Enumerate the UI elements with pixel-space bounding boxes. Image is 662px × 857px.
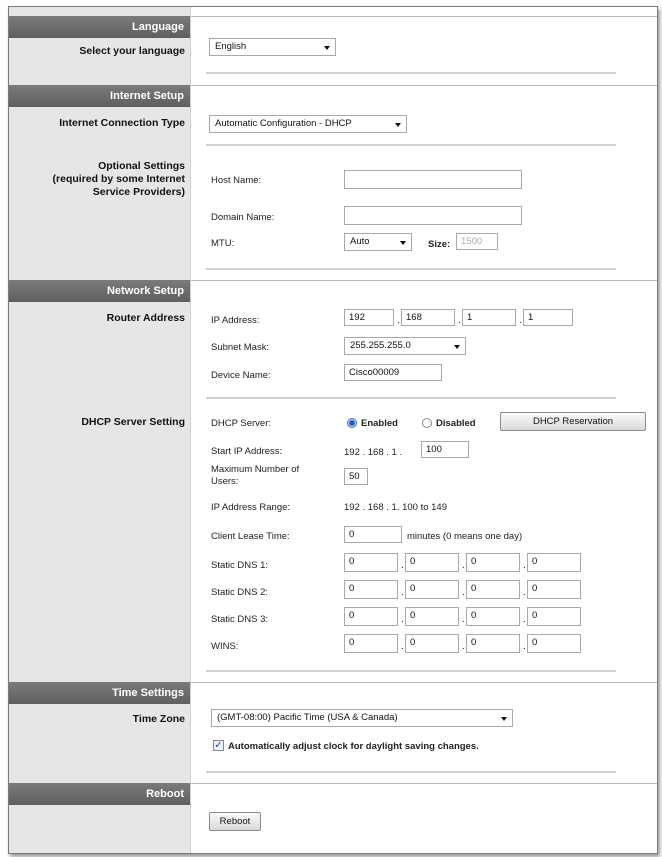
dst-label: Automatically adjust clock for daylight saving changes. xyxy=(228,741,479,752)
divider xyxy=(206,144,616,146)
dns2-octet-1[interactable]: 0 xyxy=(344,580,398,599)
time-zone-select[interactable] xyxy=(211,709,513,727)
host-name-input[interactable] xyxy=(344,170,522,189)
section-header-language: Language xyxy=(9,16,190,38)
section-line xyxy=(191,85,657,86)
dns2-octet-2[interactable]: 0 xyxy=(405,580,459,599)
wins-octet-2[interactable]: 0 xyxy=(405,634,459,653)
ip-range-value: 192 . 168 . 1. 100 to 149 xyxy=(344,502,448,513)
language-select[interactable] xyxy=(209,38,336,56)
divider xyxy=(206,268,616,270)
section-header-network-setup: Network Setup xyxy=(9,280,190,302)
size-label: Size: xyxy=(428,239,451,250)
label-optional-settings-3: Service Providers) xyxy=(92,186,185,198)
wins-octet-3[interactable]: 0 xyxy=(466,634,520,653)
domain-name-label: Domain Name: xyxy=(211,212,275,223)
divider xyxy=(206,72,616,74)
chevron-down-icon xyxy=(501,717,507,721)
lease-time-suffix: minutes (0 means one day) xyxy=(407,531,523,542)
ip-address-label: IP Address: xyxy=(211,315,260,326)
dns3-octet-1[interactable]: 0 xyxy=(344,607,398,626)
dhcp-enabled-radio[interactable] xyxy=(347,418,357,428)
label-dhcp-server-setting: DHCP Server Setting xyxy=(81,416,185,428)
label-optional-settings-2: (required by some Internet xyxy=(52,173,185,185)
wins-label: WINS: xyxy=(211,641,239,652)
dot-separator: . xyxy=(401,560,404,571)
connection-type-value: Automatic Configuration - DHCP xyxy=(215,118,352,129)
dot-separator: . xyxy=(519,315,522,326)
static-dns-3-label: Static DNS 3: xyxy=(211,614,269,625)
dns1-octet-3[interactable]: 0 xyxy=(466,553,520,572)
dhcp-server-label: DHCP Server: xyxy=(211,418,272,429)
subnet-mask-value: 255.255.255.0 xyxy=(350,340,411,351)
dot-separator: . xyxy=(523,587,526,598)
dhcp-disabled-label: Disabled xyxy=(436,418,476,429)
dns3-octet-4[interactable]: 0 xyxy=(527,607,581,626)
device-name-label: Device Name: xyxy=(211,370,271,381)
lease-time-label: Client Lease Time: xyxy=(211,531,290,542)
dns2-octet-4[interactable]: 0 xyxy=(527,580,581,599)
chevron-down-icon xyxy=(395,123,401,127)
dot-separator: . xyxy=(462,560,465,571)
section-header-internet-setup: Internet Setup xyxy=(9,85,190,107)
dot-separator: . xyxy=(523,560,526,571)
ip-octet-3[interactable]: 1 xyxy=(462,309,516,326)
language-value: English xyxy=(215,41,247,52)
dot-separator: . xyxy=(397,315,400,326)
dns3-octet-3[interactable]: 0 xyxy=(466,607,520,626)
dns3-octet-2[interactable]: 0 xyxy=(405,607,459,626)
start-ip-input[interactable]: 100 xyxy=(421,441,469,458)
static-dns-1-label: Static DNS 1: xyxy=(211,560,269,571)
ip-range-label: IP Address Range: xyxy=(211,502,291,513)
start-ip-label: Start IP Address: xyxy=(211,446,283,457)
dhcp-reservation-button[interactable]: DHCP Reservation xyxy=(500,412,646,431)
time-zone-value: (GMT-08:00) Pacific Time (USA & Canada) xyxy=(217,712,398,723)
label-optional-settings: Optional Settings xyxy=(98,160,185,172)
device-name-input[interactable]: Cisco00009 xyxy=(344,364,442,381)
chevron-down-icon xyxy=(400,241,406,245)
section-line xyxy=(191,783,657,784)
section-header-time-settings: Time Settings xyxy=(9,682,190,704)
dns1-octet-1[interactable]: 0 xyxy=(344,553,398,572)
dhcp-disabled-radio[interactable] xyxy=(422,418,432,428)
divider xyxy=(206,670,616,672)
dns1-octet-4[interactable]: 0 xyxy=(527,553,581,572)
ip-octet-2[interactable]: 168 xyxy=(401,309,455,326)
max-users-input[interactable]: 50 xyxy=(344,468,368,485)
static-dns-2-label: Static DNS 2: xyxy=(211,587,269,598)
dot-separator: . xyxy=(401,641,404,652)
dot-separator: . xyxy=(401,614,404,625)
ip-octet-4[interactable]: 1 xyxy=(523,309,573,326)
lease-time-input[interactable]: 0 xyxy=(344,526,402,543)
dot-separator: . xyxy=(462,587,465,598)
ip-octet-1[interactable]: 192 xyxy=(344,309,394,326)
subnet-mask-select[interactable] xyxy=(344,337,466,355)
section-line xyxy=(191,280,657,281)
dns2-octet-3[interactable]: 0 xyxy=(466,580,520,599)
dot-separator: . xyxy=(523,641,526,652)
section-header-reboot: Reboot xyxy=(9,783,190,805)
dot-separator: . xyxy=(401,587,404,598)
domain-name-input[interactable] xyxy=(344,206,522,225)
subnet-mask-label: Subnet Mask: xyxy=(211,342,270,353)
chevron-down-icon xyxy=(324,46,330,50)
dot-separator: . xyxy=(462,641,465,652)
dns1-octet-2[interactable]: 0 xyxy=(405,553,459,572)
dhcp-enabled-label: Enabled xyxy=(361,418,398,429)
wins-octet-4[interactable]: 0 xyxy=(527,634,581,653)
divider xyxy=(206,397,616,399)
label-connection-type: Internet Connection Type xyxy=(59,117,185,129)
mtu-value: Auto xyxy=(350,236,370,247)
wins-octet-1[interactable]: 0 xyxy=(344,634,398,653)
chevron-down-icon xyxy=(454,345,460,349)
max-users-label-2: Users: xyxy=(211,476,239,487)
divider xyxy=(206,771,616,773)
settings-frame xyxy=(8,6,658,854)
mtu-label: MTU: xyxy=(211,238,235,249)
label-column xyxy=(9,7,191,853)
dot-separator: . xyxy=(523,614,526,625)
checkmark-icon: ✓ xyxy=(214,740,223,751)
dst-checkbox[interactable] xyxy=(213,740,224,751)
label-router-address: Router Address xyxy=(106,312,185,324)
max-users-label: Maximum Number of xyxy=(211,464,300,475)
section-line xyxy=(191,682,657,683)
host-name-label: Host Name: xyxy=(211,175,262,186)
dot-separator: . xyxy=(462,614,465,625)
reboot-button[interactable]: Reboot xyxy=(209,812,261,831)
label-time-zone: Time Zone xyxy=(132,713,185,725)
label-select-language: Select your language xyxy=(79,45,185,57)
mtu-size-input[interactable]: 1500 xyxy=(456,233,498,250)
dot-separator: . xyxy=(458,315,461,326)
connection-type-select[interactable] xyxy=(209,115,407,133)
section-line xyxy=(191,16,657,17)
start-ip-prefix: 192 . 168 . 1 . xyxy=(344,447,403,458)
mtu-select[interactable] xyxy=(344,233,412,251)
